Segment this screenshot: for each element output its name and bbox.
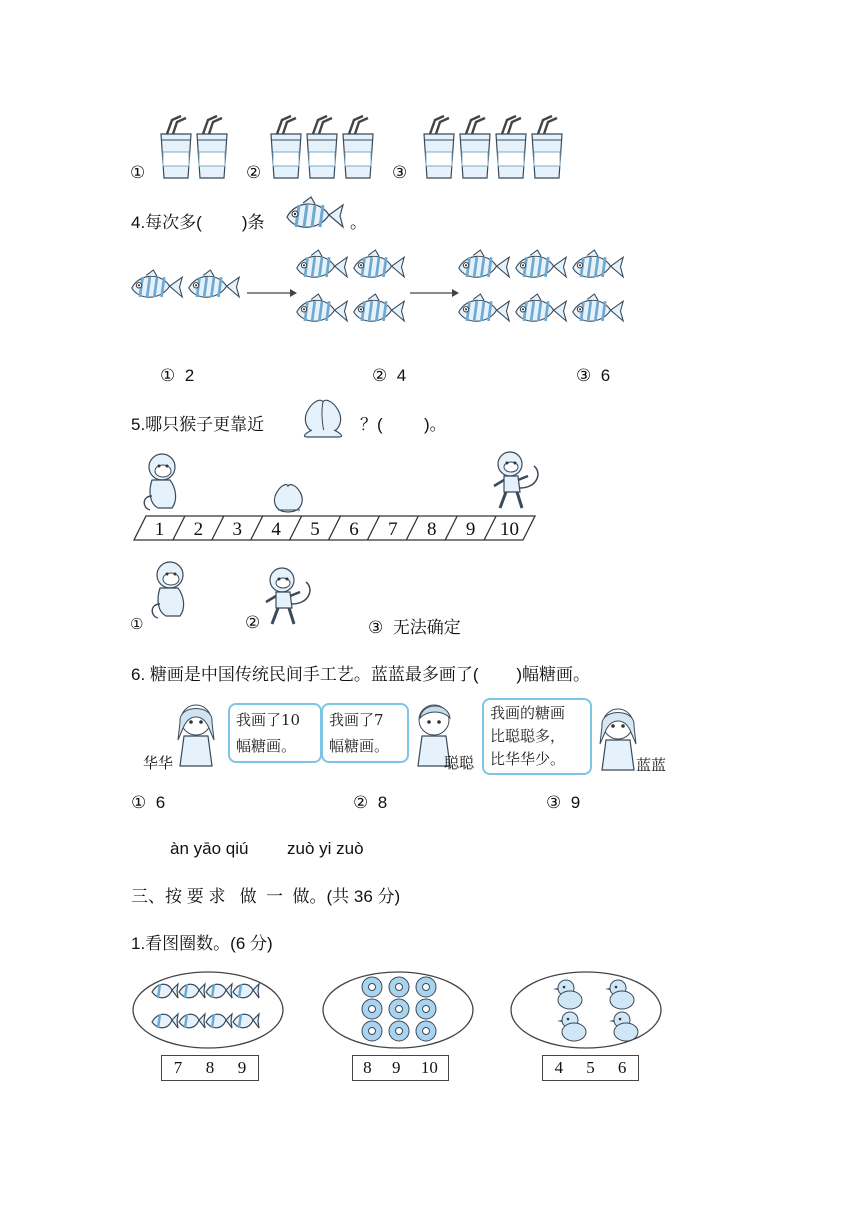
donut-icon [389,977,409,997]
ruler-label: 5 [310,519,320,540]
ruler-tick [406,516,418,540]
chick-icon [605,980,634,1009]
name-lanlan: 蓝蓝 [636,756,667,774]
q4-stem-mid: )条 [241,213,265,232]
q4-stem-prefix: 4.每次多( [131,213,202,232]
q5-stem-suffix: ？( [360,415,383,434]
speech-bubble-huahua [228,703,322,763]
fish-icon [354,250,404,277]
monkey-walking-icon [494,452,538,508]
fish-icon [459,250,509,277]
choice-fish-7[interactable]: 7 [173,1058,183,1077]
fish-group-2 [132,270,239,297]
ruler-tick [445,516,457,540]
q5-stem-end: )。 [424,415,447,434]
choice-donut-8[interactable]: 8 [363,1058,372,1077]
choice-chick-5[interactable]: 5 [586,1058,595,1077]
fish-icon [459,294,509,321]
small-fish-icon [233,984,259,998]
ruler-tick [484,516,496,540]
q4-option-1[interactable] [160,366,194,386]
cup-icon [460,116,490,178]
section-3-q1-title: 1.看图圈数。(6 分) [131,934,273,953]
name-huahua: 华华 [143,754,174,772]
ruler-label: 9 [465,519,476,540]
cup-icon [271,116,301,178]
bubble-lanlan-line1: 我画的糖画 [490,704,566,722]
fish-group-4 [297,250,404,321]
speech-bubble-congcong [321,703,409,763]
bubble-huahua-line1: 我画了10 [236,711,301,729]
q3-option-2-mark[interactable]: ② [246,163,262,182]
donut-icon [416,999,436,1019]
ruler-label: 1 [154,519,165,540]
pinyin-zuo-yi-zuo: zuò yi zuò [287,839,364,858]
q6-option-1-text: 6 [155,793,166,812]
q5-option-3[interactable] [368,613,461,638]
donut-icon [362,1021,382,1041]
peach-on-ruler-icon [275,485,303,512]
pinyin-an-yao-qiu: àn yāo qiú [170,839,249,858]
q4-option-2-text: 4 [396,366,407,385]
small-fish-icon [179,984,205,998]
cup-icon [496,116,526,178]
small-fish-icon [152,984,178,998]
small-fish-icon [233,1014,259,1028]
ruler-tick [290,516,302,540]
ruler-label: 8 [427,519,437,540]
fish-icon [573,250,623,277]
ruler-tick [212,516,224,540]
q6-option-3-mark: ③ [546,793,562,812]
ruler-label: 4 [271,519,281,540]
cup-icon [424,116,454,178]
small-fish-icon [179,1014,205,1028]
q5-option-3-mark: ③ [368,618,384,637]
fish-icon [573,294,623,321]
q4-option-3-mark: ③ [576,366,592,385]
choice-box-donut [352,1055,449,1081]
ruler-tick [367,516,379,540]
oval-fish-group [130,970,290,1052]
monkey-sitting-icon [144,454,175,510]
q4-option-3[interactable] [576,366,610,386]
q5-option-1-monkey-sitting-icon [148,560,208,632]
q5-option-1-mark[interactable]: ① [130,616,144,633]
fish-icon [297,250,347,277]
choice-fish-9[interactable]: 9 [237,1058,247,1077]
q3-option-3-mark[interactable]: ③ [392,163,408,182]
fish-icon [132,270,182,297]
chick-icon [553,980,582,1009]
fish-icon [516,250,566,277]
q4-option-2-mark: ② [372,366,388,385]
ruler-tick [173,516,185,540]
choice-fish-8[interactable]: 8 [205,1058,215,1077]
q4-option-3-text: 6 [600,366,611,385]
choice-box-chick [542,1055,639,1081]
q4-option-1-mark: ① [160,366,176,385]
q5-stem-prefix: 5.哪只猴子更靠近 [131,415,265,434]
bubble-congcong-line1: 我画了7 [329,711,384,729]
arrow-head-2 [452,289,459,297]
fish-icon [287,197,343,227]
number-ruler [134,516,535,540]
q6-option-2-mark: ② [353,793,369,812]
q4-stem-end: 。 [350,213,367,232]
donut-icon [389,1021,409,1041]
fish-group-6 [459,250,623,321]
donut-icon [416,977,436,997]
cup-icon [161,116,191,178]
q6-option-2-text: 8 [377,793,388,812]
cup-icon [307,116,337,178]
ruler-label: 2 [193,519,204,540]
q5-option-2-mark[interactable]: ② [245,613,261,632]
cup-icon [532,116,562,178]
name-congcong: 聪聪 [444,754,475,772]
q6-option-1-mark: ① [131,793,147,812]
q4-fish-sequence [130,245,640,340]
q4-stem [131,208,265,233]
q3-cups-group-2 [265,112,385,182]
q4-option-2[interactable] [372,366,406,386]
chick-icon [609,1012,638,1041]
choice-donut-9[interactable]: 9 [391,1058,401,1077]
donut-icon [416,1021,436,1041]
fish-icon [283,193,353,241]
choice-box-fish [161,1055,259,1081]
bubble-congcong-line2: 幅糖画。 [329,737,390,755]
bubble-lanlan-line3: 比华华少。 [490,750,566,768]
choice-chick-4[interactable]: 4 [554,1058,564,1077]
small-fish-icon [206,984,232,998]
q6-option-3[interactable] [546,793,580,813]
ruler-label: 6 [349,519,359,540]
q6-option-1[interactable] [131,793,165,813]
q4-option-1-text: 2 [184,366,195,385]
girl-huahua-icon [172,700,227,772]
peach-icon [300,390,346,438]
q3-cups-group-1 [155,112,235,182]
cup-icon [343,116,373,178]
small-fish-icon [206,1014,232,1028]
speech-bubble-lanlan [482,698,592,775]
bubble-huahua-line2: 幅糖画。 [236,737,297,755]
fish-icon [297,294,347,321]
small-fish-icon [152,1014,178,1028]
q3-option-1-mark[interactable]: ① [130,163,146,182]
q5-number-line-scene [130,450,550,545]
bubble-lanlan-line2: 比聪聪多， [490,727,566,745]
arrow-head-1 [290,289,297,297]
q6-option-2[interactable] [353,793,387,813]
donut-icon [362,999,382,1019]
fish-icon [189,270,239,297]
oval-chick-group [508,970,668,1052]
section-3-heading: 三、按 要 求 做 一 做。(共 36 分) [131,887,401,906]
q6-stem: 6. 糖画是中国传统民间手工艺。蓝蓝最多画了( )幅糖画。 [131,665,591,684]
q6-option-3-text: 9 [570,793,581,812]
ruler-label: 10 [500,519,520,540]
fish-icon [354,294,404,321]
oval-donut-group [320,970,480,1052]
q5-option-2-monkey-walking-icon [262,566,324,634]
donut-icon [362,977,382,997]
q5-option-3-text: 无法确定 [392,618,461,637]
fish-icon [516,294,566,321]
ruler-tick [251,516,263,540]
q5-answer-blank[interactable] [392,410,422,430]
chick-icon [557,1012,586,1041]
q3-cups-group-3 [418,112,578,182]
cup-icon [197,116,227,178]
choice-chick-6[interactable]: 6 [617,1058,627,1077]
donut-icon [389,999,409,1019]
ruler-tick [329,516,341,540]
ruler-label: 7 [388,519,398,540]
ruler-label: 3 [232,519,242,540]
choice-donut-10[interactable]: 10 [420,1058,438,1077]
